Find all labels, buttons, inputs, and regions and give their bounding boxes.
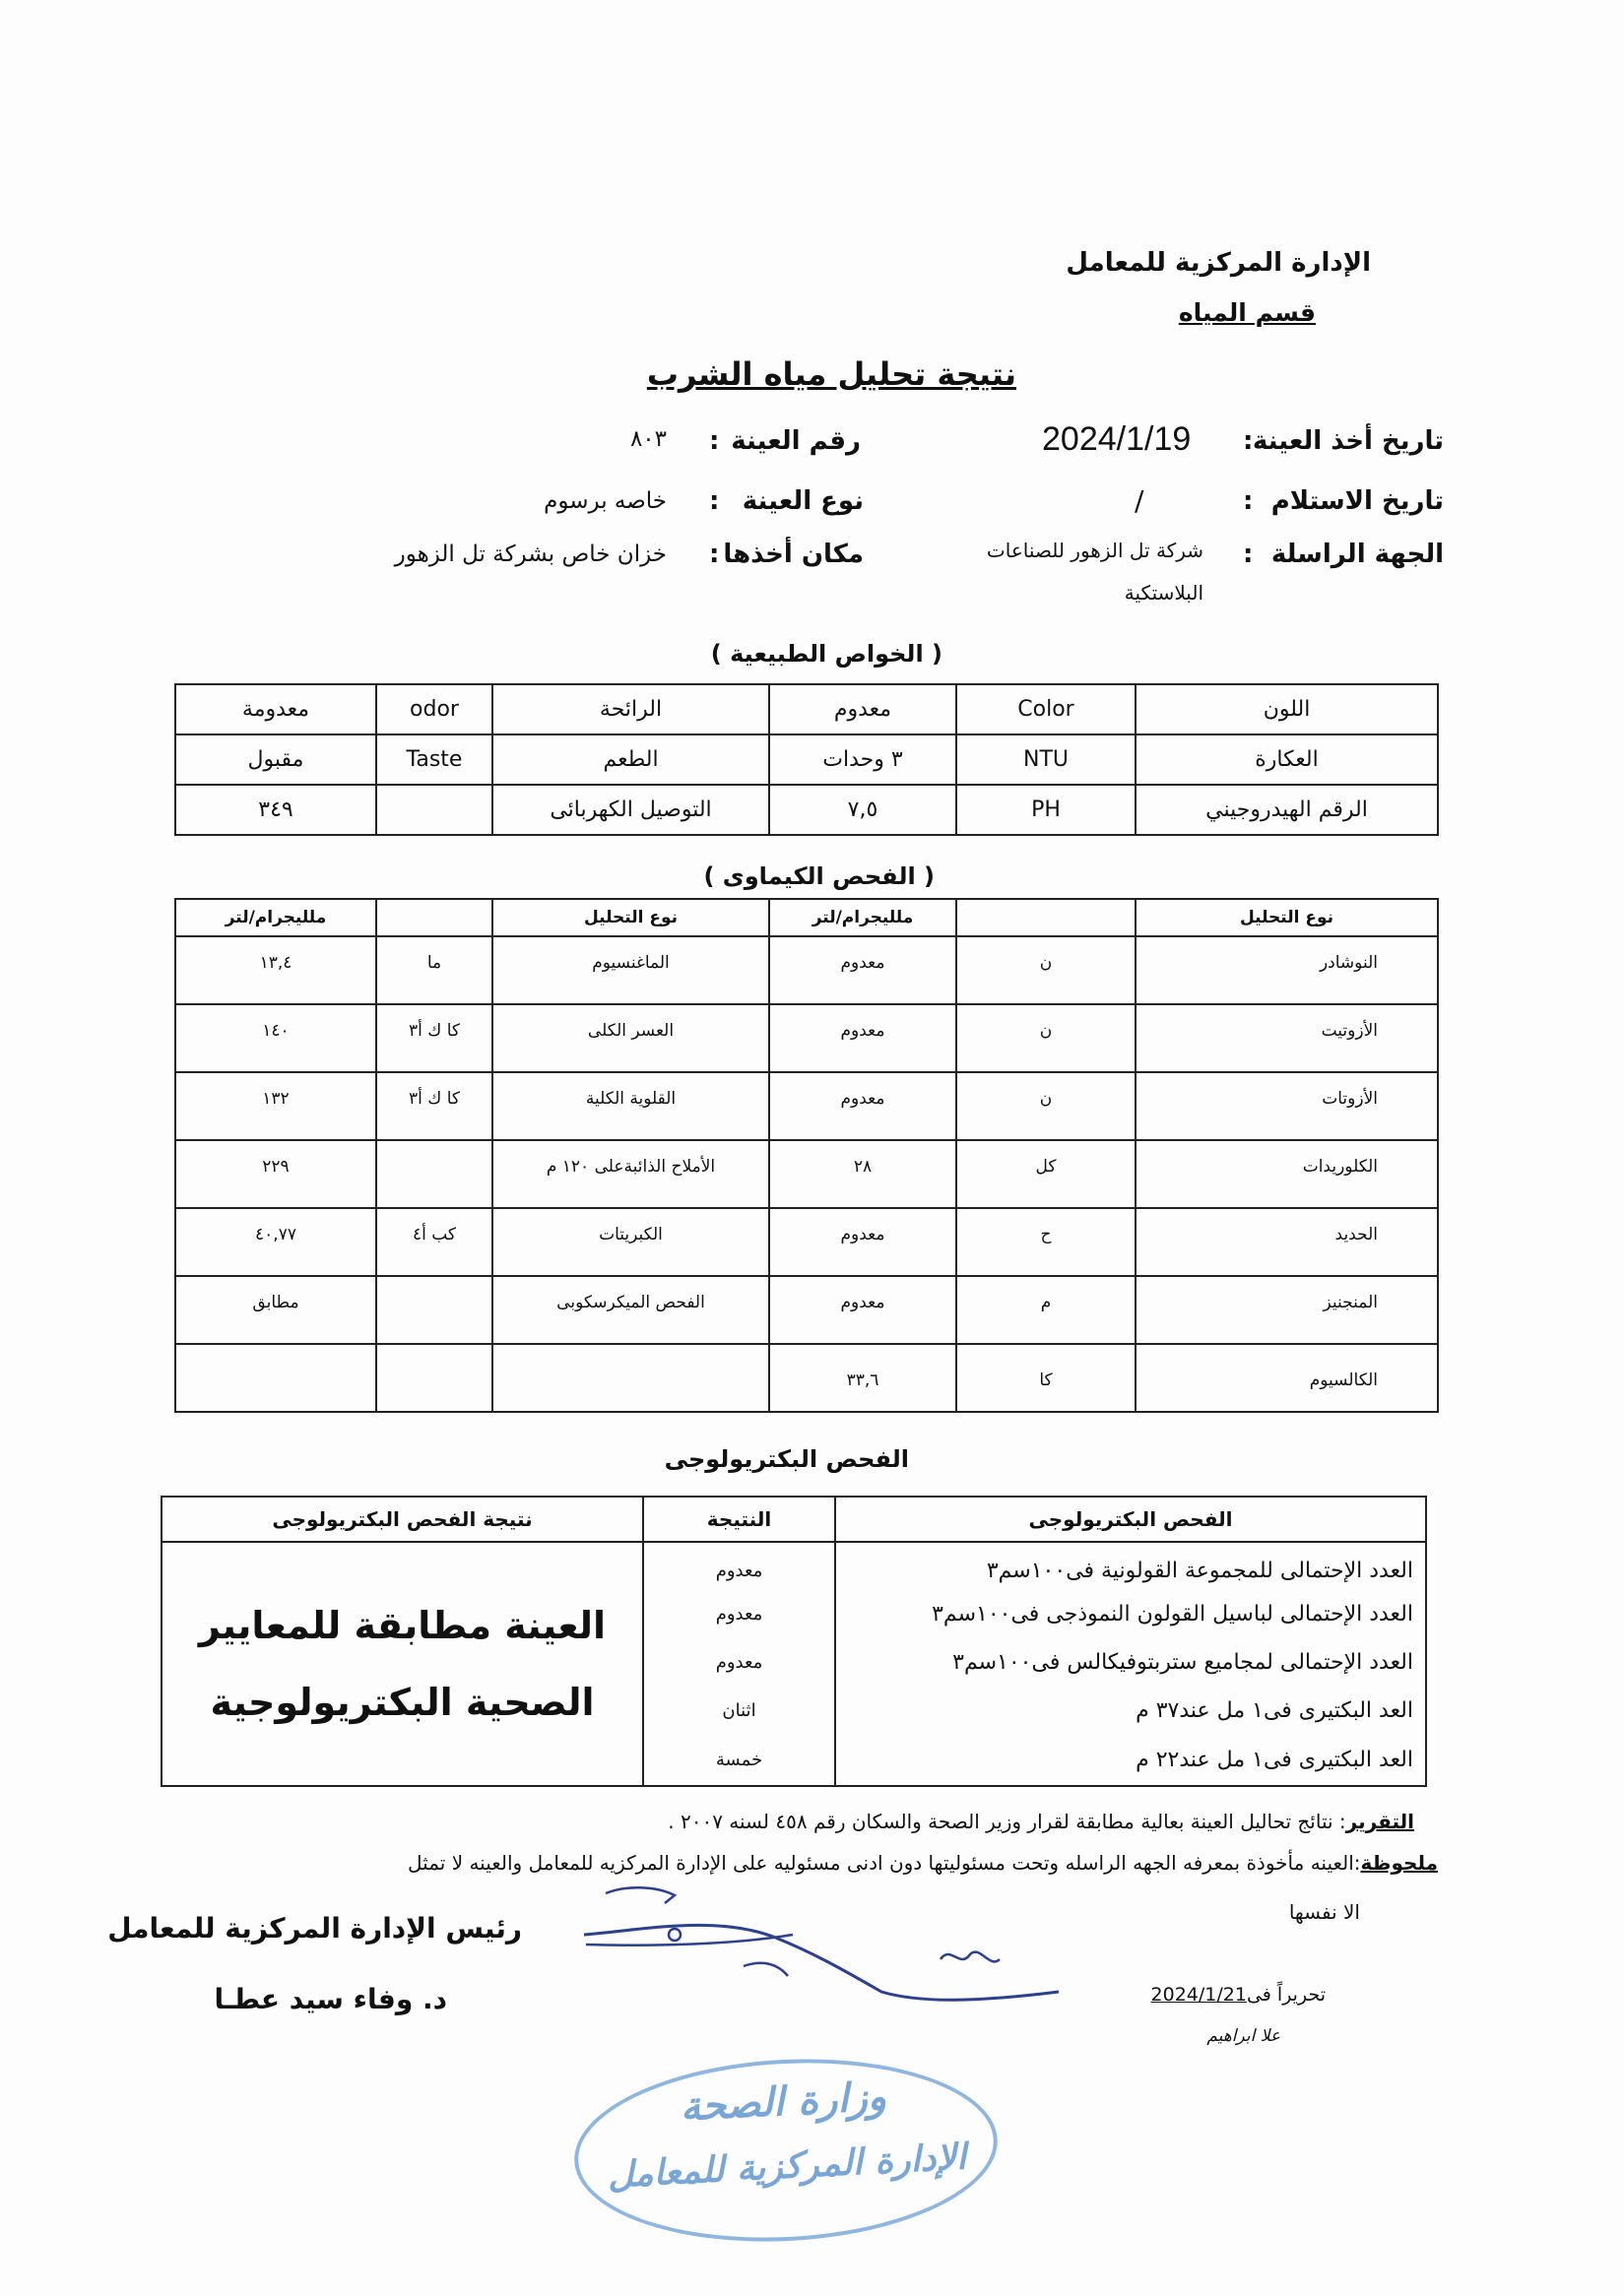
- table-cell: الطعم: [492, 734, 769, 785]
- table-cell: ١٤٠: [175, 1004, 376, 1072]
- table-cell: [376, 1344, 492, 1412]
- table-cell: اثنان: [643, 1687, 835, 1735]
- sep: :: [1243, 486, 1254, 516]
- table-header-row: [162, 1497, 1426, 1542]
- sep: :: [1243, 426, 1254, 456]
- sample-type-value: خاصه برسوم: [544, 488, 667, 514]
- table-cell: Color: [956, 684, 1136, 734]
- handwritten-signature: [566, 1876, 1078, 2009]
- note-line: [408, 1851, 1438, 1875]
- table-cell: الماغنسيوم: [492, 936, 769, 1004]
- column-header: ملليجرام/لتر: [175, 899, 376, 936]
- verdict-line1: العينة مطابقة للمعايير: [198, 1604, 607, 1647]
- table-cell: ٧,٥: [769, 785, 956, 835]
- written-date: 2024/1/21: [1150, 1984, 1247, 2006]
- table-cell: معدوم: [769, 1072, 956, 1140]
- table-cell: معدوم: [769, 1004, 956, 1072]
- table-cell: ٣ وحدات: [769, 734, 956, 785]
- table-cell: ن: [956, 1004, 1136, 1072]
- table-row: [175, 1208, 1438, 1276]
- note-text: :العينه مأخوذة بمعرفه الجهه الراسله وتحت مسئوليتها دون ادنى مسئوليه على الإدارة المركزيه للمعامل والعينه لا تمثل: [408, 1851, 1361, 1875]
- org-name: الإدارة المركزية للمعامل: [1066, 248, 1371, 278]
- table-cell: كا: [956, 1344, 1136, 1412]
- physical-section-title: ( الخواص الطبيعية ): [710, 640, 942, 668]
- sender-label: الجهة الراسلة: [1270, 540, 1444, 569]
- page-title: نتيجة تحليل مياه الشرب: [646, 355, 1016, 393]
- table-row: [175, 1004, 1438, 1072]
- table-cell: ح: [956, 1208, 1136, 1276]
- column-header: نوع التحليل: [1136, 899, 1438, 936]
- sep: :: [709, 486, 720, 516]
- table-cell: [175, 1344, 376, 1412]
- table-cell: معدوم: [769, 684, 956, 734]
- clerk-name: علا ابراهيم: [1206, 2026, 1280, 2046]
- table-row: [162, 1542, 1426, 1590]
- table-cell: الكلوريدات: [1136, 1140, 1438, 1208]
- table-cell: معدوم: [643, 1590, 835, 1638]
- stamp-line1: وزارة الصحة: [679, 2073, 888, 2131]
- table-cell: التوصيل الكهربائى: [492, 785, 769, 835]
- bacteriological-table: [161, 1496, 1427, 1787]
- table-cell: ٢٨: [769, 1140, 956, 1208]
- table-cell: العكارة: [1136, 734, 1438, 785]
- table-cell: [376, 785, 492, 835]
- sample-no-value: ٨٠٣: [629, 426, 667, 452]
- table-cell: كب أ٤: [376, 1208, 492, 1276]
- table-cell: المنجنيز: [1136, 1276, 1438, 1344]
- table-row: [175, 936, 1438, 1004]
- table-cell: كا ك أ٣: [376, 1004, 492, 1072]
- table-cell: ٢٢٩: [175, 1140, 376, 1208]
- chemical-section-title: ( الفحص الكيماوى ): [703, 862, 935, 890]
- table-cell: ن: [956, 936, 1136, 1004]
- table-cell: الفحص الميكرسكوبى: [492, 1276, 769, 1344]
- sender-value-line1: شركة تل الزهور للصناعات: [986, 539, 1203, 562]
- table-cell: NTU: [956, 734, 1136, 785]
- verdict-cell: [162, 1542, 643, 1786]
- written-date-line: [1151, 1984, 1326, 2006]
- written-label: تحريراً فى: [1246, 1984, 1326, 2006]
- dept-name: قسم المياه: [1178, 298, 1316, 327]
- table-cell: ما: [376, 936, 492, 1004]
- note-continuation: الا نفسها: [1288, 1900, 1360, 1924]
- table-cell: الكالسيوم: [1136, 1344, 1438, 1412]
- sample-no-label: رقم العينة: [731, 426, 861, 456]
- receipt-date-value: /: [1135, 484, 1144, 517]
- table-cell: ١٣,٤: [175, 936, 376, 1004]
- physical-table: [174, 683, 1439, 836]
- report-text: : نتائج تحاليل العينة بعالية مطابقة لقرار وزير الصحة والسكان رقم ٤٥٨ لسنه ٢٠٠٧ .: [668, 1810, 1346, 1833]
- report-line: [668, 1810, 1414, 1833]
- table-cell: العدد الإحتمالى لمجاميع ستربتوفيكالس فى١٠٠سم٣: [835, 1638, 1426, 1687]
- table-cell: كل: [956, 1140, 1136, 1208]
- table-cell: ٣٤٩: [175, 785, 376, 835]
- table-cell: اللون: [1136, 684, 1438, 734]
- sample-date-label: تاريخ أخذ العينة: [1252, 426, 1444, 456]
- note-label: ملحوظة: [1360, 1851, 1438, 1875]
- place-label: مكان أخذها: [723, 540, 864, 569]
- table-cell: معدوم: [769, 1208, 956, 1276]
- signatory-name: د. وفاء سيد عطـا: [214, 1983, 447, 2015]
- table-cell: الأزوتات: [1136, 1072, 1438, 1140]
- table-cell: Taste: [376, 734, 492, 785]
- table-cell: PH: [956, 785, 1136, 835]
- table-cell: النوشادر: [1136, 936, 1438, 1004]
- table-cell: [376, 1140, 492, 1208]
- column-header: النتيجة: [643, 1497, 835, 1542]
- stamp-line2: الإدارة المركزية للمعامل: [606, 2137, 967, 2197]
- official-stamp: [569, 2049, 1002, 2252]
- table-cell: ن: [956, 1072, 1136, 1140]
- table-header-row: [175, 899, 1438, 936]
- table-cell: العسر الكلى: [492, 1004, 769, 1072]
- table-cell: كا ك أ٣: [376, 1072, 492, 1140]
- column-header: [376, 899, 492, 936]
- table-row: [175, 684, 1438, 734]
- table-cell: معدومة: [175, 684, 376, 734]
- sep: :: [709, 540, 720, 569]
- verdict-line2: الصحية البكتريولوجية: [210, 1681, 595, 1724]
- signatory-title: رئيس الإدارة المركزية للمعامل: [107, 1912, 522, 1945]
- table-cell: مقبول: [175, 734, 376, 785]
- table-row: [175, 1140, 1438, 1208]
- table-cell: معدوم: [643, 1638, 835, 1687]
- table-cell: مطابق: [175, 1276, 376, 1344]
- sep: :: [709, 426, 720, 456]
- table-cell: العد البكتيرى فى١ مل عند٢٢ م: [835, 1735, 1426, 1786]
- table-row: [175, 1276, 1438, 1344]
- table-cell: الكبريتات: [492, 1208, 769, 1276]
- table-cell: الرائحة: [492, 684, 769, 734]
- table-cell: ١٣٢: [175, 1072, 376, 1140]
- bacteriological-section-title: الفحص البكتريولوجى: [664, 1445, 909, 1473]
- table-row: [175, 1344, 1438, 1412]
- column-header: نتيجة الفحص البكتريولوجى: [162, 1497, 643, 1542]
- table-cell: معدوم: [769, 936, 956, 1004]
- table-cell: odor: [376, 684, 492, 734]
- table-cell: العدد الإحتمالى للمجموعة القولونية فى١٠٠سم٣: [835, 1542, 1426, 1590]
- column-header: [956, 899, 1136, 936]
- table-row: [175, 785, 1438, 835]
- column-header: ملليجرام/لتر: [769, 899, 956, 936]
- sep: :: [1243, 540, 1254, 569]
- table-cell: القلوية الكلية: [492, 1072, 769, 1140]
- report-label: التقرير: [1345, 1810, 1414, 1833]
- table-row: [175, 734, 1438, 785]
- table-cell: معدوم: [643, 1542, 835, 1590]
- table-cell: الرقم الهيدروجيني: [1136, 785, 1438, 835]
- sample-type-label: نوع العينة: [742, 486, 864, 516]
- column-header: الفحص البكتريولوجى: [835, 1497, 1426, 1542]
- table-cell: العد البكتيرى فى١ مل عند٣٧ م: [835, 1687, 1426, 1735]
- table-cell: الحديد: [1136, 1208, 1438, 1276]
- table-cell: خمسة: [643, 1735, 835, 1786]
- table-cell: [492, 1344, 769, 1412]
- table-cell: العدد الإحتمالى لباسيل القولون النموذجى فى١٠٠سم٣: [835, 1590, 1426, 1638]
- table-cell: الأملاح الذائبةعلى ١٢٠ م: [492, 1140, 769, 1208]
- table-cell: ٤٠,٧٧: [175, 1208, 376, 1276]
- place-value: خزان خاص بشركة تل الزهور: [394, 542, 667, 567]
- chemical-table: [174, 898, 1439, 1413]
- column-header: نوع التحليل: [492, 899, 769, 936]
- sample-date-value: 2024/1/19: [1042, 420, 1192, 458]
- table-cell: [376, 1276, 492, 1344]
- table-cell: الأزوتيت: [1136, 1004, 1438, 1072]
- table-row: [175, 1072, 1438, 1140]
- sender-value-line2: البلاستكية: [1124, 581, 1203, 605]
- receipt-date-label: تاريخ الاستلام: [1270, 486, 1444, 516]
- table-cell: م: [956, 1276, 1136, 1344]
- table-cell: ٣٣,٦: [769, 1344, 956, 1412]
- table-cell: معدوم: [769, 1276, 956, 1344]
